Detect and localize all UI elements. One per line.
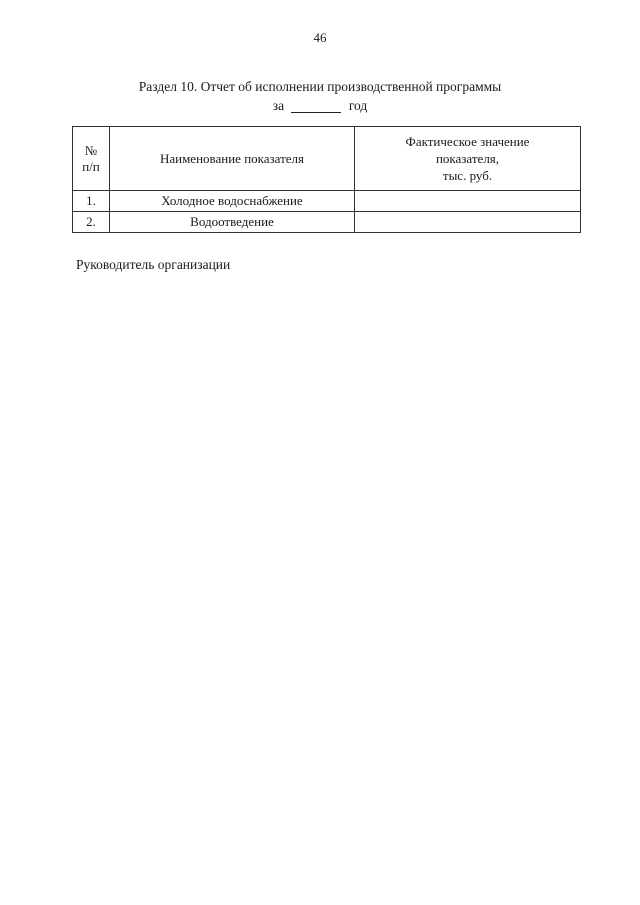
row-actual-value xyxy=(355,191,581,212)
header-actual-value xyxy=(355,127,581,191)
table-row xyxy=(73,191,581,212)
header-row xyxy=(73,127,581,191)
period-suffix: год xyxy=(348,98,368,113)
section-title-line1: Раздел 10. Отчет об исполнении производственной программы xyxy=(138,79,502,94)
header-actual-value-line1: Фактическое значение xyxy=(405,134,530,149)
report-table xyxy=(72,126,581,233)
period-prefix: за xyxy=(272,98,285,113)
row-number: 1. xyxy=(73,191,110,212)
row-indicator-name: Водоотведение xyxy=(110,212,355,233)
header-actual-value-line2: показателя, xyxy=(435,151,500,166)
header-number xyxy=(73,127,110,191)
header-number-line2: п/п xyxy=(82,158,100,174)
report-table-body xyxy=(73,191,581,233)
header-number-line1: № xyxy=(84,142,98,158)
header-actual-value-line3: тыс. руб. xyxy=(442,168,493,183)
row-indicator-name: Холодное водоснабжение xyxy=(110,191,355,212)
section-title-line2 xyxy=(0,95,640,114)
page-number: 46 xyxy=(313,30,327,45)
report-table-header xyxy=(73,127,581,191)
row-number: 2. xyxy=(73,212,110,233)
row-actual-value xyxy=(355,212,581,233)
table-row xyxy=(73,212,581,233)
header-indicator-name: Наименование показателя xyxy=(110,127,355,191)
signature-label: Руководитель организации xyxy=(76,257,231,272)
section-title xyxy=(0,78,640,114)
year-blank-field xyxy=(291,95,341,113)
